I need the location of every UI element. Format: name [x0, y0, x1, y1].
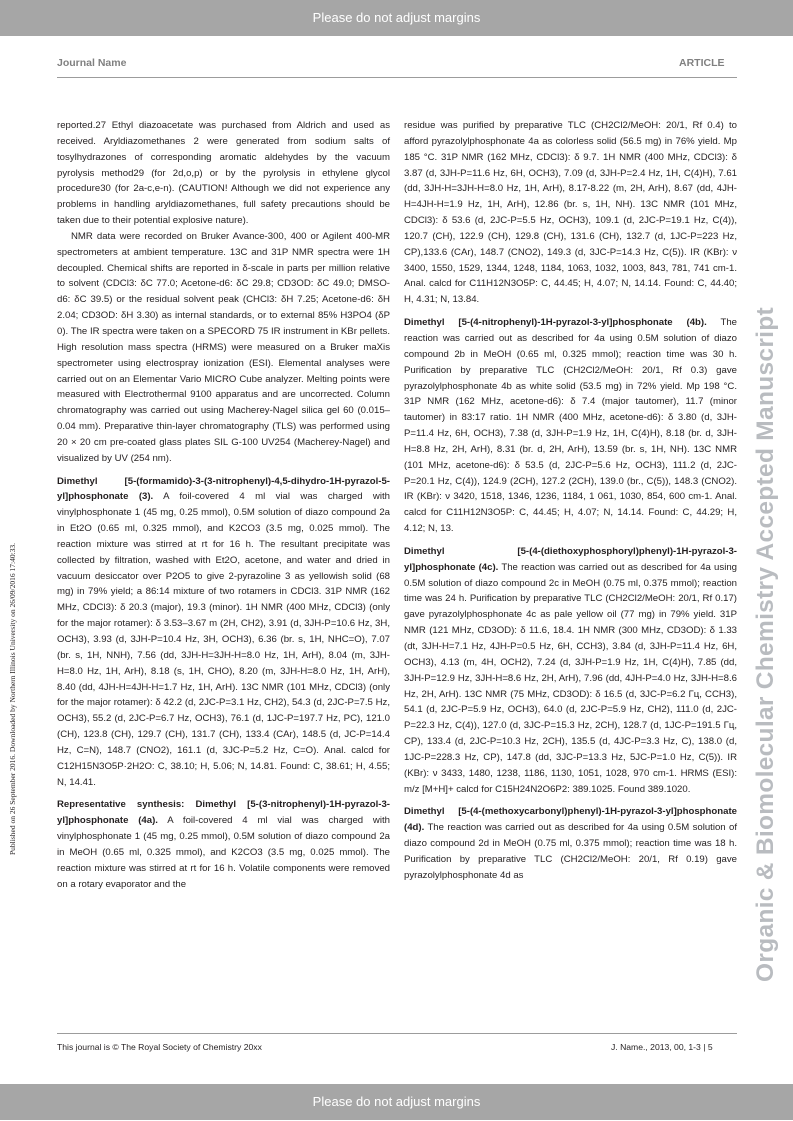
paragraph-materials: reported.27 Ethyl diazoacetate was purchased from Aldrich and used as received. Aryldiazomethanes 2 were generated from sodium salts of tosylhydrazones of corresponding aromatic aldehydes by the vacuum pyrolysis method29 (for 2d,o,p) or by the pyrolysis in ethylene glycol procedure30 (for 2a-c,e-n). (CAUTION! Although we did not experience any problems in handling aryldiazomethanes, full safety precautions should be taken due to their potential explosive nature).: [57, 120, 390, 227]
paragraph-4a-continued: residue was purified by preparative TLC (CH2Cl2/MeOH: 20/1, Rf 0.4) to afford pyrazolylphosphonate 4a as colorless solid (56.5 mg) in 76% yield. Mp 185 °C. 31P NMR (162 MHz, CDCl3): δ 9.7. 1H NMR (400 MHz, CDCl3): δ 3.87 (d, 3JH-P=11.6 Hz, 6H, OCH3), 7.09 (d, 3JH-P=2.4 Hz, 1H, C(4)H), 7.61 (dd, 3JH-H=3JH-H=8.0 Hz, 1H, ArH), 8.17-8.22 (m, 2H, ArH), 8.67 (dd, 4JH-H=4JH-H=1.9 Hz, 1H, ArH), 12.86 (br. s, 1H, NH). 13C NMR (101 MHz, CDCl3): δ 53.6 (d, 2JC-P=5.5 Hz, OCH3), 109.1 (d, 2JC-P=19.1 Hz, C(4)), 120.7 (CH), 122.9 (CH), 129.8 (CH), 131.6 (CH), 132.7 (d, 1JC-P=223 Hz, CP),133.6 (CAr), 148.7 (CNO2), 149.3 (d, 3JC-P=14.3 Hz, C(5)). IR (KBr): ν 3400, 1550, 1529, 1344, 1248, 1184, 1063, 1032, 1003, 843, 781, 741 cm-1. Anal. calcd for C11H12N3O5P: C, 44.45; H, 4.07; N, 14.14. Found: C, 44.40; H, 4.31; N, 13.84.: [404, 120, 737, 306]
compound-4a-body: A foil-covered 4 ml vial was charged with vinylphosphonate 1 (45 mg, 0.25 mmol), 0.5M solution of diazo compound 2a in MeOH (0.65 ml, 0.325 mmol), and K2CO3 (3.5 mg, 0.025 mmol). The reaction mixture was stirred at rt for 16 h. Volatile components were removed on a rotary evaporator and the: [57, 815, 390, 890]
article-label-header: ARTICLE: [679, 57, 725, 69]
copyright-footer: This journal is © The Royal Society of Chemistry 20xx: [57, 1042, 262, 1052]
journal-name-header: Journal Name: [57, 57, 127, 69]
compound-4d-body: The reaction was carried out as described for 4a using 0.5M solution of diazo compound 2d in MeOH (0.75 ml, 0.375 mmol); reaction time was 18 h. Purification by preparative TLC (CH2Cl2/MeOH: 20/1, Rf 0.19) gave pyrazolylphosphonate 4d as: [404, 822, 737, 881]
paragraph-compound-4d: [404, 804, 737, 883]
compound-4d-title: Dimethyl [5-(4-(methoxycarbonyl)phenyl)-1H-pyrazol-3-yl]phosphonate (4d).: [404, 806, 737, 834]
footer-rule: [57, 1033, 737, 1034]
right-text-column: [404, 118, 737, 884]
compound-4c-body: The reaction was carried out as described for 4a using 0.5M solution of diazo compound 2c in MeOH (0.75 ml, 0.375 mmol); reaction time was 24 h. Purification by preparative TLC (CH2Cl2/MeOH: 20/1, Rf 0.17) gave pyrazolylphosphonate 4c as pale yellow oil (77 mg) in 79% yield. 31P NMR (121 MHz, CD3OD): δ 11.6, 18.4. 1H NMR (300 MHz, CD3OD): δ 1.33 (dt, 3JH-H=7.1 Hz, 4JH-P=0.5 Hz, 6H, CCH3), 3.84 (d, 3JH-P=11.4 Hz, 6H, OCH3), 4.13 (m, 4H, OCH2), 7.24 (d, 3JH-P=1.9 Hz, 1H, C(4)H), 7.85 (dd, 3JH-P=12.9 Hz, 3JH-H=8.6 Hz, 2H, ArH), 7.96 (dd, 4JH-P=4.0 Hz, 3JH-H=8.6 Hz, 2H, ArH). 13C NMR (75 MHz, CD3OD): δ 16.5 (d, 3JC-P=6.2 Гц, CCH3), 54.1 (d, 2JC-P=5.9 Hz, OCH3), 64.0 (d, 2JC-P=5.9 Hz, CH2), 111.0 (d, 2JC-P=22.3 Hz, C(4)), 127.0 (d, 3JC-P=15.3 Hz, 2CH), 128.7 (d, 1JC-P=191.5 Гц, CP), 133.4 (d, 2JC-P=10.3 Hz, 2CH), 135.5 (d, 4JC-P=3.3 Hz, C), 138.0 (d, 1JC-P=228.3 Hz, CP), 147.8 (dd, 3JC-P=13.3 Hz, 5JC-P=1.0 Hz, C(5)). IR (KBr): ν 3433, 1480, 1238, 1186, 1130, 1051, 1028, 970 cm-1. HRMS (ESI): m/z [M+H]+ calcd for C15H24N2O6P2: 389.1025. Found 389.1020.: [404, 561, 737, 795]
publication-stamp: Published on 26 September 2016. Downloaded by Northern Illinois University on 26/09/2016 17:40:33.: [8, 542, 17, 855]
compound-4c-title: Dimethyl [5-(4-(diethoxyphosphoryl)phenyl)-1H-pyrazol-3-yl]phosphonate (4c).: [404, 545, 737, 573]
compound-3-body: A foil-covered 4 ml vial was charged with vinylphosphonate 1 (45 mg, 0.25 mmol), 0.5M solution of diazo compound 2a in Et2O (0.65 ml, 0.325 mmol), and K2CO3 (3.5 mg, 0.025 mmol). The reaction mixture was stirred at rt for 16 h. The resultant precipitate was collected by filtration, washed with Et2O, acetone, and water and dried in vacuum desiccator over P2O5 to give 2-pyrazoline 3 as yellowish solid (68 mg) in 79% yield; a 86:14 mixture of two rotamers in CDCl3. 31P NMR (162 MHz, CDCl3): δ 20.3 (major), 19.3 (minor). 1H NMR (400 MHz, CDCl3) (only for the major rotamer): δ 3.53–3.67 m (2H, CH2), 3.91 (d, 3JH-P=10.6 Hz, 3H, OCH3), 3.93 (d, 3JH-P=10.4 Hz, 3H, OCH3), 6.36 (br. s, 1H, NHC=O), 7.07 (br. s, 1H, NNH), 7.56 (dd, 3JH-H=3JH-H=8.0 Hz, 1H, ArH), 8.04 (m, 3JH-H=8.0 Hz, 1H, ArH), 8.18 (s, 1H, CHO), 8.20 (m, 3JH-H=8.0 Hz, 1H, ArH), 8.40 (dd, 4JH-H=4JH-H=1.7 Hz, 1H, ArH). 13C NMR (101 MHz, CDCl3) (only for the major rotamer): δ 42.2 (d, 2JC-P=3.1 Hz, CH2), 54.3 (d, 2JC-P=7.5 Hz, OCH3), 55.2 (d, 2JC-P=6.7 Hz, OCH3), 76.1 (d, 1JC-P=197.7 Hz, PC), 121.0 (CH), 123.8 (CH), 129.7 (CH), 131.7 (CH), 133.4 (CAr), 148.5 (d, JC-P=14.4 Hz, C=N), 148.7 (CNO2), 161.1 (d, 3JC-P=5.2 Hz, C=O). Anal. calcd for C12H15N3O5P·2H2O: C, 38.10; H, 5.06; N, 14.81. Found: C, 38.61; H, 4.55; N, 14.41.: [57, 491, 390, 788]
paragraph-compound-3: [57, 474, 390, 791]
accepted-manuscript-watermark: Organic & Biomolecular Chemistry Accepted Manuscript: [752, 307, 779, 982]
compound-4a-title: Representative synthesis: Dimethyl [5-(3-nitrophenyl)-1H-pyrazol-3-yl]phosphonate (4a).: [57, 799, 390, 827]
header-rule: [57, 77, 737, 78]
left-text-column: [57, 118, 390, 893]
top-margin-banner: Please do not adjust margins: [0, 0, 793, 36]
paragraph-compound-4b: [404, 315, 737, 537]
compound-4b-title: Dimethyl [5-(4-nitrophenyl)-1H-pyrazol-3-yl]phosphonate (4b).: [404, 317, 707, 329]
paragraph-compound-4c: [404, 544, 737, 798]
paragraph-compound-4a: [57, 797, 390, 892]
compound-3-title: Dimethyl [5-(formamido)-3-(3-nitrophenyl)-4,5-dihydro-1H-pyrazol-5-yl]phosphonate (3).: [57, 475, 390, 503]
page-citation-footer: J. Name., 2013, 00, 1-3 | 5: [611, 1042, 713, 1052]
bottom-margin-banner: Please do not adjust margins: [0, 1084, 793, 1120]
paragraph-instruments: NMR data were recorded on Bruker Avance-300, 400 or Agilent 400-MR spectrometers at ambient temperature. 13C and 31P NMR spectra were 1H decoupled. Chemical shifts are reported in δ-scale in parts per million relative to solvent (CDCl3: δC 77.0; Acetone-d6: δC 29.8; CD3OD: δC 49.0; DMSO-d6: δC 39.5) or the residual solvent peak (CHCl3: δH 7.25; Acetone-d6: δH 2.04; CD3OD: δH 3.30) as internal standards, or to external 85% H3PO4 (δP 0). The IR spectra were taken on a SPECORD 75 IR instrument in KBr pellets. High resolution mass spectra (HRMS) were measured on a Bruker maXis spectrometer using electrospray ionization (ESI). Elemental analyses were carried out on an Elementar Vario MICRO Cube analyzer. Melting points were measured with Electrothermal 9100 apparatus and are uncorrected. Column chromatography was carried out using Macherey-Nagel silica gel 60 (0.015–0.04 mm). Preparative thin-layer chromatography (TLS) was performed using 20 × 20 cm pre-coated glass plates SIL G-100 UV254 (Macherey-Nagel) and visualized by UV (254 nm).: [57, 230, 390, 464]
compound-4b-body: The reaction was carried out as described for 4a using 0.5M solution of diazo compound 2b in MeOH (0.65 ml, 0.325 mmol); reaction time was 30 h. Purification by preparative TLC (CH2Cl2/MeOH: 20/1, Rf 0.3) gave pyrazolylphosphonate 4b as white solid (53.5 mg) in 72% yield. Mp 198 °C. 31P NMR (162 MHz, acetone-d6): δ 7.4 (major tautomer), 11.7 (minor tautomer) in 83:17 ratio. 1H NMR (400 MHz, acetone-d6): δ 3.80 (d, 3JH-P=11.4 Hz, 6H, OCH3), 7.38 (d, 3JH-P=1.9 Hz, 1H, C(4)H), 8.18 (br. d, 3JH-H=8.8 Hz, 2H, ArH), 8.31 (br. d, 2H, ArH), 13.59 (br. s, 1H, NH). 13C NMR (101 MHz, acetone-d6): δ 53.5 (d, 2JC-P=5.6 Hz, OCH3), 111.2 (d, 2JC-P=20.1 Hz, C(4)), 124.9 (2CH), 127.2 (2CH), 139.0 (br., C(5)), 148.3 (CNO2). IR (KBr): ν 3420, 1518, 1346, 1236, 1184, 1 061, 1030, 854, 600 cm-1. Anal. calcd for C11H12N3O5P: C, 44.45; H, 4.07; N, 14.14. Found: C, 44.29; H, 4.12; N, 13.: [404, 317, 737, 535]
